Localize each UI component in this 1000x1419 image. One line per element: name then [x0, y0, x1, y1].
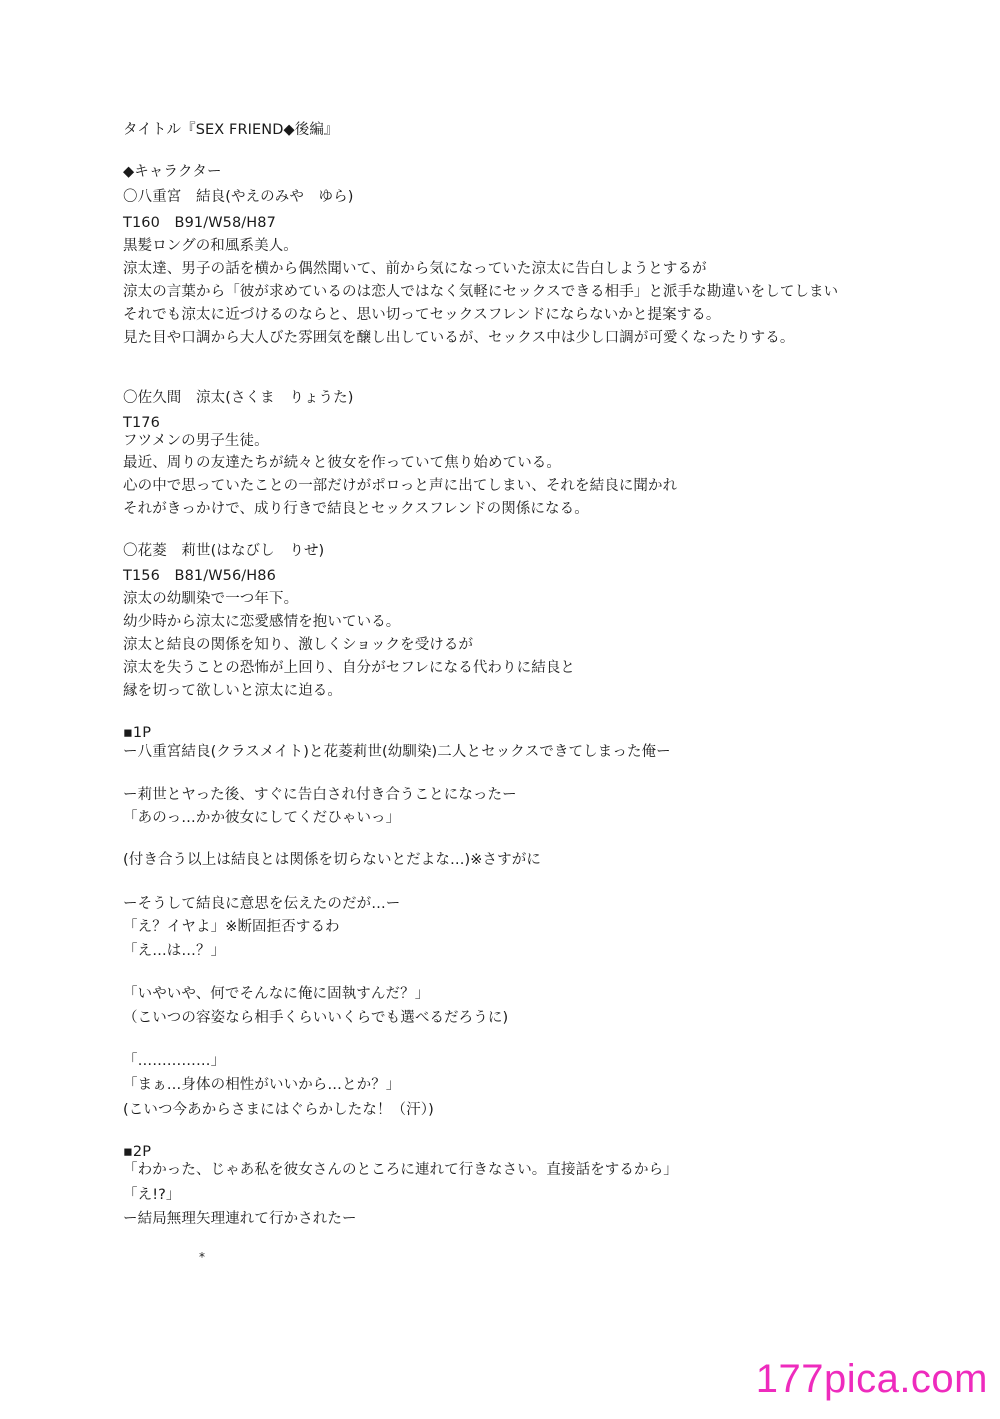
script-line: ーそうして結良に意思を伝えたのだが…ー: [123, 896, 401, 912]
script-line: (こいつ今あからさまにはぐらかしたな！（汗）): [123, 1102, 434, 1118]
script-line: ー結局無理矢理連れて行かされたー: [123, 1211, 357, 1227]
character-desc-line: 幼少時から涼太に恋愛感情を抱いている。: [123, 614, 401, 630]
characters-header: ◆キャラクター: [123, 164, 222, 180]
character-desc-line: 縁を切って欲しいと涼太に迫る。: [123, 683, 342, 699]
star-mark: *: [199, 1250, 205, 1264]
script-line: (付き合う以上は結良とは関係を切らないとだよな…)※さすがに: [123, 852, 541, 868]
page-header-1p: ▪1P: [123, 725, 152, 741]
character-desc-line: 涼太達、男子の話を横から偶然聞いて、前から気になっていた涼太に告白しようとするが: [123, 261, 707, 277]
script-line: ー莉世とヤった後、すぐに告白され付き合うことになったー: [123, 787, 517, 803]
character-desc-line: 涼太と結良の関係を知り、激しくショックを受けるが: [123, 637, 474, 653]
character-name-yura: 〇八重宮 結良(やえのみや ゆら): [123, 189, 354, 205]
character-stats-yura: T160 B91/W58/H87: [123, 215, 276, 231]
character-desc-line: 心の中で思っていたことの一部だけがポロっと声に出てしまい、それを結良に聞かれ: [123, 478, 678, 494]
script-line: 「まぁ…身体の相性がいいから…とか？」: [123, 1077, 401, 1093]
script-line: 「いやいや、何でそんなに俺に固執すんだ？」: [123, 986, 430, 1002]
character-name-ryota: 〇佐久間 涼太(さくま りょうた): [123, 390, 354, 406]
script-line: 「……………」: [123, 1053, 226, 1069]
character-desc-line: 黒髪ロングの和風系美人。: [123, 238, 298, 254]
character-desc-line: それでも涼太に近づけるのならと、思い切ってセックスフレンドにならないかと提案する。: [123, 307, 721, 323]
character-desc-line: 見た目や口調から大人びた雰囲気を醸し出しているが、セックス中は少し口調が可愛くなったりする。: [123, 330, 795, 346]
script-line: ー八重宮結良(クラスメイト)と花菱莉世(幼馴染)二人とセックスできてしまった俺ー: [123, 744, 671, 760]
character-desc-line: 涼太を失うことの恐怖が上回り、自分がセフレになる代わりに結良と: [123, 660, 576, 676]
character-stats-ryota: T176: [123, 415, 160, 431]
page-header-2p: ▪2P: [123, 1144, 152, 1160]
script-line: 「え!?」: [123, 1187, 181, 1203]
character-desc-line: 涼太の言葉から「彼が求めているのは恋人ではなく気軽にセックスできる相手」と派手な勘違いをしてしまい: [123, 284, 839, 300]
character-desc-line: それがきっかけで、成り行きで結良とセックスフレンドの関係になる。: [123, 501, 589, 517]
script-line: （こいつの容姿なら相手くらいいくらでも選べるだろうに): [123, 1010, 509, 1026]
script-line: 「え…は…？」: [123, 943, 226, 959]
character-desc-line: フツメンの男子生徒。: [123, 433, 269, 449]
character-desc-line: 涼太の幼馴染で一つ年下。: [123, 591, 299, 607]
character-name-rise: 〇花菱 莉世(はなびし りせ): [123, 543, 325, 559]
document-title: タイトル『SEX FRIEND◆後編』: [123, 122, 339, 138]
watermark-logo: 177pica.com: [755, 1357, 988, 1401]
character-stats-rise: T156 B81/W56/H86: [123, 568, 276, 584]
script-line: 「わかった、じゃあ私を彼女さんのところに連れて行きなさい。直接話をするから」: [123, 1162, 678, 1178]
script-line: 「あのっ…かか彼女にしてくだひゃいっ」: [123, 810, 401, 826]
script-line: 「え？イヤよ」※断固拒否するわ: [123, 919, 340, 935]
character-desc-line: 最近、周りの友達たちが続々と彼女を作っていて焦り始めている。: [123, 455, 561, 471]
